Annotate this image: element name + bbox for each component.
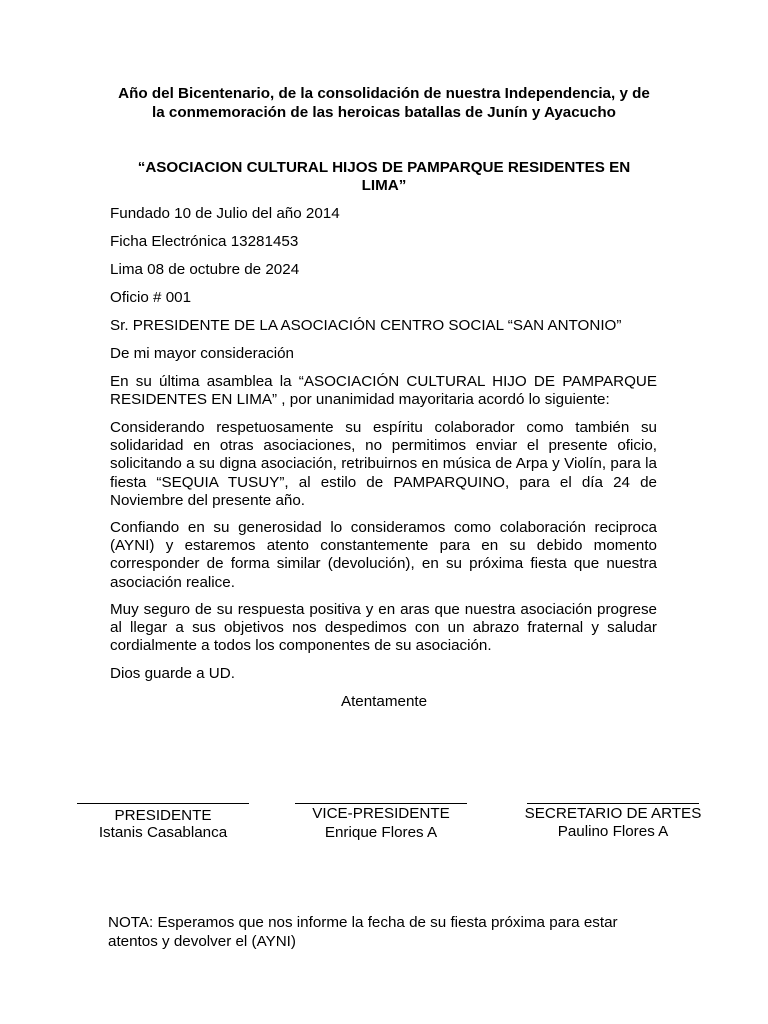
signature-name: Istanis Casablanca (98, 824, 228, 841)
founded-date: Fundado 10 de Julio del año 2014 (110, 205, 340, 222)
signature-title: VICE-PRESIDENTE (312, 805, 450, 822)
salutation: De mi mayor consideración (110, 345, 295, 362)
ficha-electronica: Ficha Electrónica 13281453 (110, 233, 299, 250)
letter-date: Lima 08 de octubre de 2024 (110, 261, 300, 278)
organization-name-line-1: “ASOCIACION CULTURAL HIJOS DE PAMPARQUE RESIDENTES EN (137, 159, 631, 176)
body-paragraph-4: Muy seguro de su respuesta positiva y en aras que nuestra asociación progrese al llegar a sus objetivos nos despedimos con un abrazo fraternal y saludar cordialmente a todos los componentes de su asociación. (110, 601, 657, 655)
signature-line (295, 803, 467, 804)
regards: Atentamente (340, 693, 428, 710)
header-line-2: la conmemoración de las heroicas batallas de Junín y Ayacucho (152, 104, 616, 121)
signature-line (527, 803, 699, 804)
body-paragraph-3: Confiando en su generosidad lo consideramos como colaboración reciproca (AYNI) y estaremos atento constantemente para en su debido momento corresponder de forma similar (devolución), en su próxima fiesta que nuestra asociación realice. (110, 519, 657, 591)
recipient: Sr. PRESIDENTE DE LA ASOCIACIÓN CENTRO SOCIAL “SAN ANTONIO” (110, 317, 622, 334)
oficio-number: Oficio # 001 (110, 289, 192, 306)
signature-name: Paulino Flores A (557, 823, 669, 840)
signature-line (77, 803, 249, 804)
signature-president (77, 803, 249, 841)
body-paragraph-2: Considerando respetuosamente su espíritu colaborador como también su solidaridad en otras asociaciones, no permitimos enviar el presente oficio, solicitando a su digna asociación, retribuirnos en música de Arpa y Violín, para la fiesta “SEQUIA TUSUY”, al estilo de PAMPARQUINO, para el día 24 de Noviembre del presente año. (110, 419, 657, 509)
signature-secretary (515, 803, 711, 840)
organization-name-line-2: LIMA” (361, 177, 407, 194)
body-paragraph-1: En su última asamblea la “ASOCIACIÓN CULTURAL HIJO DE PAMPARQUE RESIDENTES EN LIMA” , por unanimidad mayoritaria acordó lo siguiente: (110, 373, 657, 409)
header-line-1: Año del Bicentenario, de la consolidación de nuestra Independencia, y de (118, 85, 650, 102)
nota: NOTA: Esperamos que nos informe la fecha de su fiesta próxima para estar atentos y devolver el (AYNI) (108, 914, 618, 950)
signature-title: PRESIDENTE (114, 807, 212, 824)
signature-title: SECRETARIO DE ARTES (524, 805, 702, 822)
signature-name: Enrique Flores A (324, 824, 438, 841)
signature-vice-president (295, 803, 467, 841)
closing: Dios guarde a UD. (110, 665, 235, 682)
